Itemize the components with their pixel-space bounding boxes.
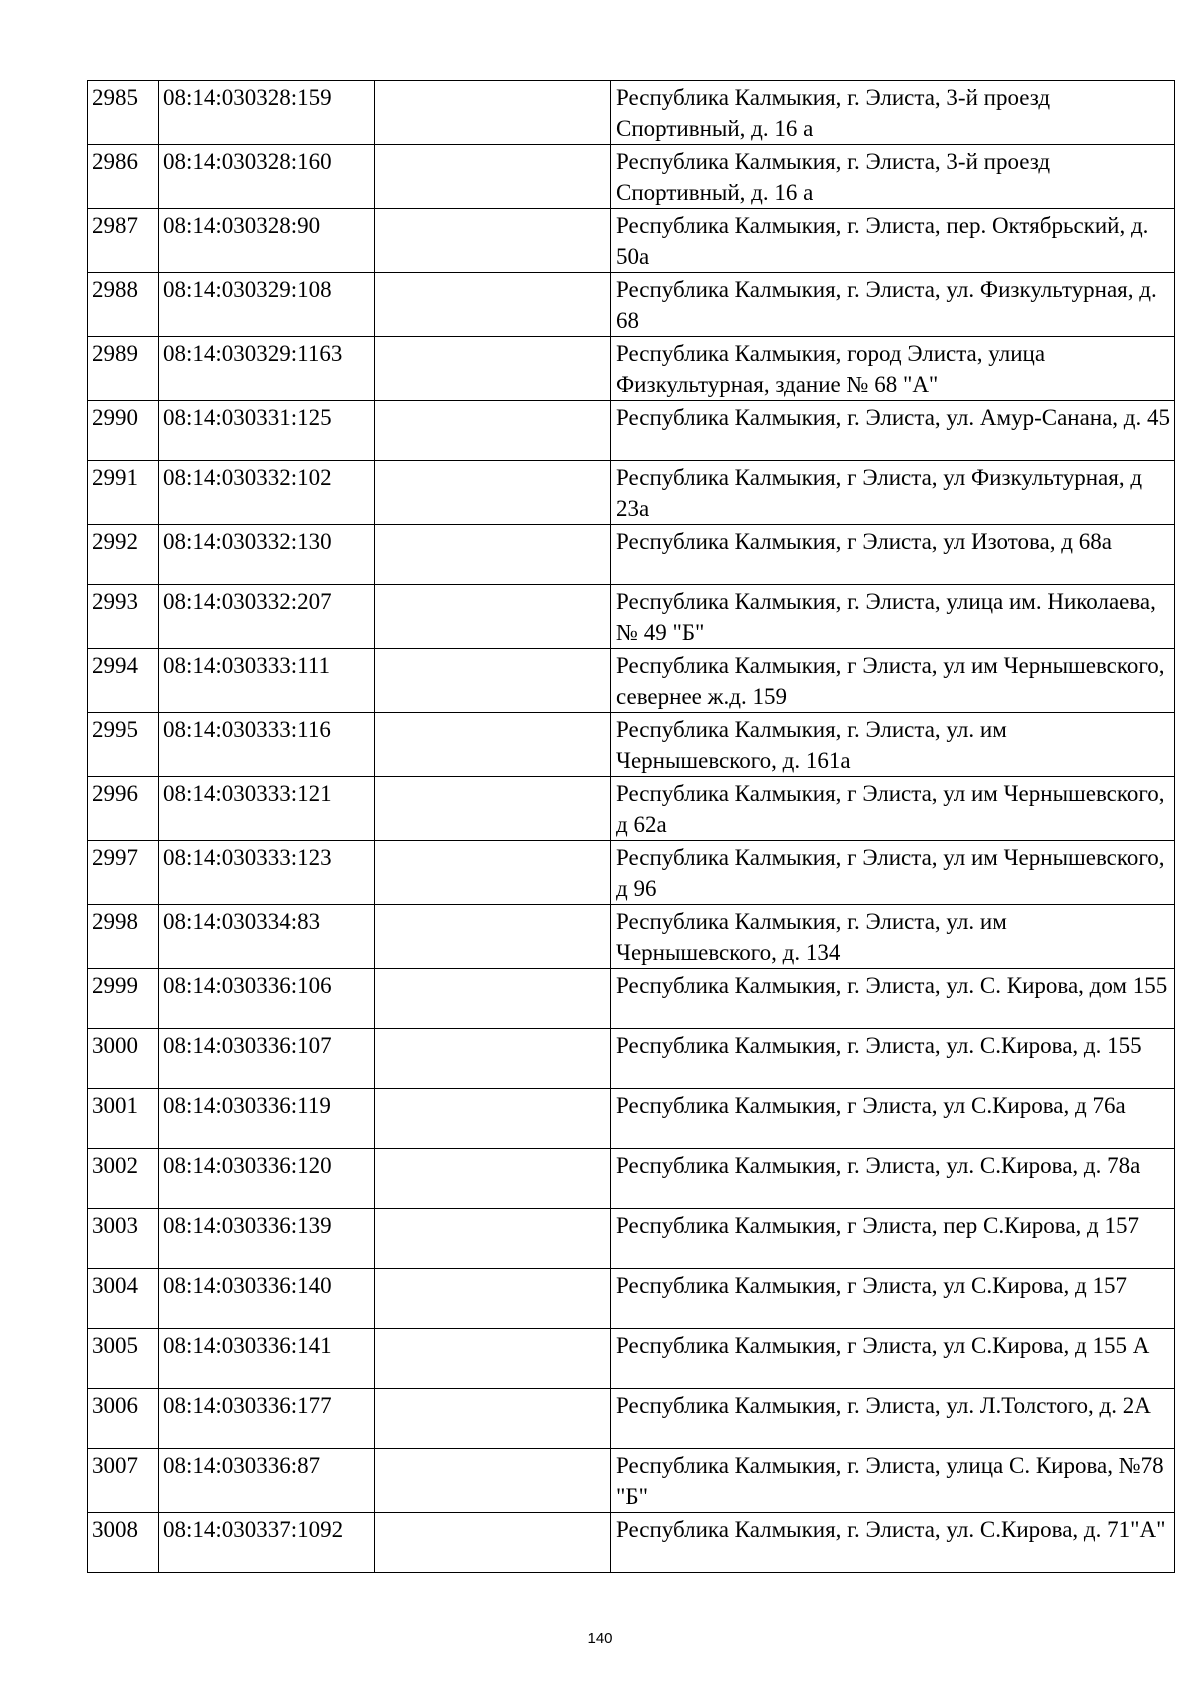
row-number-cell: 2994 [88,649,159,713]
address-cell: Республика Калмыкия, г. Элиста, ул. С. Кирова, дом 155 [611,969,1175,1029]
empty-cell [375,337,611,401]
empty-cell [375,209,611,273]
address-cell: Республика Калмыкия, г Элиста, ул С.Кирова, д 76а [611,1089,1175,1149]
cadastral-number-cell: 08:14:030336:107 [159,1029,375,1089]
address-cell: Республика Калмыкия, г Элиста, ул С.Кирова, д 155 А [611,1329,1175,1389]
cadastral-number-cell: 08:14:030332:130 [159,525,375,585]
row-number-cell: 3004 [88,1269,159,1329]
address-cell: Республика Калмыкия, г. Элиста, 3-й проезд Спортивный, д. 16 а [611,145,1175,209]
address-cell: Республика Калмыкия, г Элиста, пер С.Кирова, д 157 [611,1209,1175,1269]
row-number-cell: 3000 [88,1029,159,1089]
empty-cell [375,1029,611,1089]
cadastral-number-cell: 08:14:030333:123 [159,841,375,905]
empty-cell [375,273,611,337]
empty-cell [375,649,611,713]
cadastral-number-cell: 08:14:030328:160 [159,145,375,209]
table-row [88,585,1175,649]
table-row [88,905,1175,969]
registry-table-body [88,81,1175,1573]
row-number-cell: 2988 [88,273,159,337]
empty-cell [375,905,611,969]
address-cell: Республика Калмыкия, г. Элиста, ул. С.Кирова, д. 71"А" [611,1513,1175,1573]
cadastral-number-cell: 08:14:030328:159 [159,81,375,145]
row-number-cell: 3003 [88,1209,159,1269]
table-row [88,273,1175,337]
address-cell: Республика Калмыкия, г. Элиста, пер. Октябрьский, д. 50а [611,209,1175,273]
cadastral-number-cell: 08:14:030329:108 [159,273,375,337]
table-row [88,713,1175,777]
table-row [88,337,1175,401]
address-cell: Республика Калмыкия, г Элиста, ул им Чернышевского, д 62а [611,777,1175,841]
cadastral-number-cell: 08:14:030333:116 [159,713,375,777]
address-cell: Республика Калмыкия, г. Элиста, ул. Амур-Санана, д. 45 [611,401,1175,461]
table-row [88,649,1175,713]
row-number-cell: 2991 [88,461,159,525]
row-number-cell: 2999 [88,969,159,1029]
row-number-cell: 3008 [88,1513,159,1573]
cadastral-number-cell: 08:14:030334:83 [159,905,375,969]
empty-cell [375,461,611,525]
empty-cell [375,1329,611,1389]
table-row [88,777,1175,841]
empty-cell [375,1513,611,1573]
cadastral-number-cell: 08:14:030336:139 [159,1209,375,1269]
table-row [88,1089,1175,1149]
row-number-cell: 2997 [88,841,159,905]
empty-cell [375,777,611,841]
table-row [88,81,1175,145]
address-cell: Республика Калмыкия, г Элиста, ул С.Кирова, д 157 [611,1269,1175,1329]
cadastral-number-cell: 08:14:030336:87 [159,1449,375,1513]
table-row [88,1449,1175,1513]
empty-cell [375,1089,611,1149]
address-cell: Республика Калмыкия, г Элиста, ул Физкультурная, д 23а [611,461,1175,525]
row-number-cell: 2990 [88,401,159,461]
address-cell: Республика Калмыкия, город Элиста, улица Физкультурная, здание № 68 "А" [611,337,1175,401]
registry-table [87,80,1175,1573]
address-cell: Республика Калмыкия, г. Элиста, ул. Физкультурная, д. 68 [611,273,1175,337]
address-cell: Республика Калмыкия, г. Элиста, ул. им Чернышевского, д. 134 [611,905,1175,969]
empty-cell [375,1149,611,1209]
address-cell: Республика Калмыкия, г. Элиста, 3-й проезд Спортивный, д. 16 а [611,81,1175,145]
address-cell: Республика Калмыкия, г Элиста, ул им Чернышевского, д 96 [611,841,1175,905]
empty-cell [375,401,611,461]
page-number: 140 [587,1630,613,1647]
empty-cell [375,1269,611,1329]
empty-cell [375,1389,611,1449]
table-row [88,525,1175,585]
cadastral-number-cell: 08:14:030329:1163 [159,337,375,401]
cadastral-number-cell: 08:14:030333:121 [159,777,375,841]
row-number-cell: 2996 [88,777,159,841]
cadastral-number-cell: 08:14:030336:106 [159,969,375,1029]
empty-cell [375,81,611,145]
cadastral-number-cell: 08:14:030336:120 [159,1149,375,1209]
row-number-cell: 2985 [88,81,159,145]
cadastral-number-cell: 08:14:030333:111 [159,649,375,713]
cadastral-number-cell: 08:14:030336:140 [159,1269,375,1329]
row-number-cell: 3006 [88,1389,159,1449]
table-row [88,1389,1175,1449]
row-number-cell: 3005 [88,1329,159,1389]
table-row [88,209,1175,273]
table-row [88,841,1175,905]
row-number-cell: 3002 [88,1149,159,1209]
table-row [88,461,1175,525]
cadastral-number-cell: 08:14:030331:125 [159,401,375,461]
address-cell: Республика Калмыкия, г Элиста, ул им Чернышевского, севернее ж.д. 159 [611,649,1175,713]
cadastral-number-cell: 08:14:030332:207 [159,585,375,649]
address-cell: Республика Калмыкия, г. Элиста, улица им. Николаева, № 49 "Б" [611,585,1175,649]
cadastral-number-cell: 08:14:030336:119 [159,1089,375,1149]
table-row [88,1149,1175,1209]
row-number-cell: 2995 [88,713,159,777]
row-number-cell: 3007 [88,1449,159,1513]
empty-cell [375,713,611,777]
address-cell: Республика Калмыкия, г. Элиста, ул. им Чернышевского, д. 161а [611,713,1175,777]
row-number-cell: 2989 [88,337,159,401]
empty-cell [375,841,611,905]
table-row [88,1513,1175,1573]
row-number-cell: 2986 [88,145,159,209]
table-row [88,401,1175,461]
row-number-cell: 2993 [88,585,159,649]
address-cell: Республика Калмыкия, г. Элиста, ул. С.Кирова, д. 155 [611,1029,1175,1089]
empty-cell [375,585,611,649]
empty-cell [375,145,611,209]
row-number-cell: 2998 [88,905,159,969]
cadastral-number-cell: 08:14:030328:90 [159,209,375,273]
address-cell: Республика Калмыкия, г Элиста, ул Изотова, д 68а [611,525,1175,585]
empty-cell [375,525,611,585]
table-row [88,1029,1175,1089]
empty-cell [375,1209,611,1269]
cadastral-number-cell: 08:14:030337:1092 [159,1513,375,1573]
cadastral-number-cell: 08:14:030336:177 [159,1389,375,1449]
row-number-cell: 2987 [88,209,159,273]
cadastral-number-cell: 08:14:030336:141 [159,1329,375,1389]
row-number-cell: 3001 [88,1089,159,1149]
empty-cell [375,1449,611,1513]
address-cell: Республика Калмыкия, г. Элиста, улица С. Кирова, №78 "Б" [611,1449,1175,1513]
table-row [88,1209,1175,1269]
cadastral-number-cell: 08:14:030332:102 [159,461,375,525]
address-cell: Республика Калмыкия, г. Элиста, ул. Л.Толстого, д. 2А [611,1389,1175,1449]
table-row [88,1269,1175,1329]
empty-cell [375,969,611,1029]
row-number-cell: 2992 [88,525,159,585]
table-row [88,969,1175,1029]
address-cell: Республика Калмыкия, г. Элиста, ул. С.Кирова, д. 78а [611,1149,1175,1209]
table-row [88,145,1175,209]
table-row [88,1329,1175,1389]
